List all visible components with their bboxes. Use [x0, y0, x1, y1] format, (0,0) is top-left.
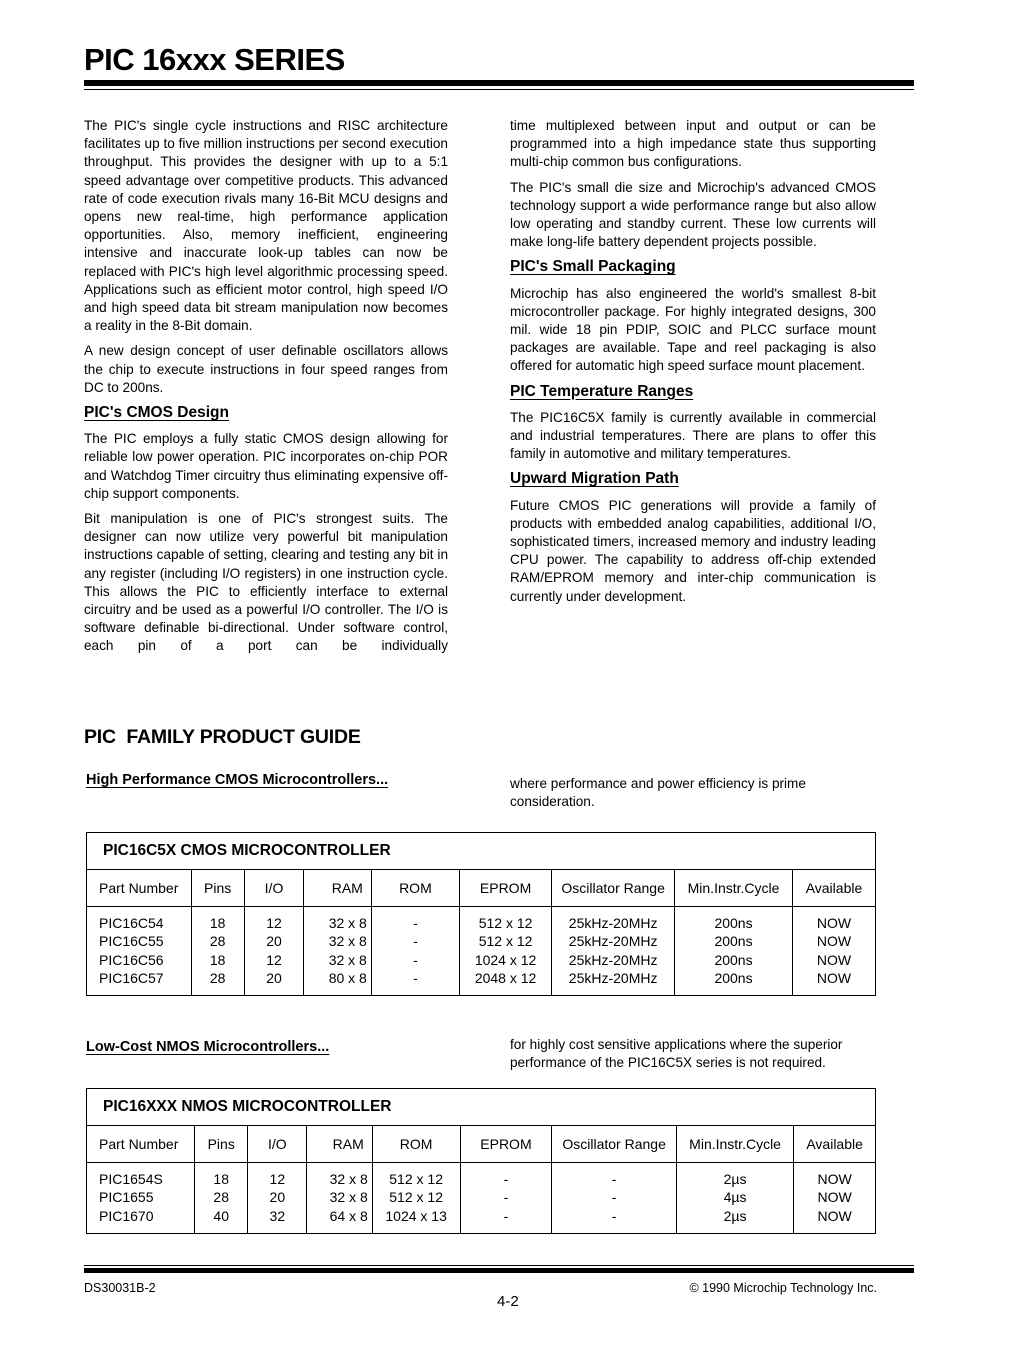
table-cell: 32 [269, 1207, 286, 1224]
table-cell: - [503, 1171, 509, 1187]
column-header: EPROM [460, 1126, 552, 1163]
column-cells [792, 907, 875, 996]
table-cell: PIC1654S [99, 1171, 163, 1187]
table-cell: 12 [269, 1171, 286, 1187]
nmos-spec-table [86, 1088, 876, 1234]
table-cell: 200ns [714, 933, 753, 950]
table-cell: 512 x 12 [478, 933, 533, 950]
column-cells [244, 907, 303, 996]
table-cell: 25kHz-20MHz [568, 933, 658, 950]
table-cell: 18 [209, 951, 226, 968]
table-cell: 200ns [714, 951, 753, 968]
table-cell: - [611, 1171, 617, 1187]
table-cell: NOW [816, 915, 852, 931]
column-cells [87, 907, 192, 996]
table-cell: PIC16C54 [99, 915, 164, 931]
table-cell: PIC16C55 [99, 933, 164, 950]
table-cell: 32 x 8 [328, 915, 367, 931]
column-cells [87, 1163, 195, 1234]
table-cell: - [503, 1189, 509, 1206]
table-cell: 12 [266, 951, 282, 968]
document-number: DS30031B-2 [84, 1281, 156, 1295]
table-cell: 32 x 8 [328, 933, 367, 950]
page-number: 4-2 [497, 1293, 519, 1310]
column-cells [195, 1163, 248, 1234]
section-heading-migration-path: Upward Migration Path [510, 470, 679, 488]
cmos-heading: High Performance CMOS Microcontrollers... [86, 772, 389, 788]
intro-paragraph: The PIC's single cycle instructions and RISC architecture facilitates up to five million instructions per second execution throughput. This provides the designer with up to a 5:1 speed advantage over competitive products. This advanced rate of code execution rivals many 16-Bit MCU designs and opens new real-time, high performance application opportunities. Also, memory inefficient, engineering intensive and inaccurate look-up tables can now be replaced with PIC's high level algorithmic processing speed. Applications such as efficient motor control, high speed I/O and high speed data bit stream manipulation now becomes a reality in the 8-Bit domain. [84, 118, 448, 334]
column-header: Pins [191, 870, 244, 907]
table-cell: 2µs [723, 1171, 747, 1187]
column-cells [372, 1163, 460, 1234]
column-header: ROM [371, 870, 459, 907]
table-cell: PIC16C56 [99, 951, 164, 968]
table-cell: NOW [816, 933, 852, 950]
header-rule-thick [84, 80, 914, 86]
table-cell: 28 [213, 1189, 229, 1206]
column-cells [191, 907, 244, 996]
cmos-table-header [87, 870, 876, 907]
table-cell: 18 [209, 915, 226, 931]
column-header: I/O [248, 1126, 307, 1163]
table-cell: 2048 x 12 [474, 969, 537, 986]
table-cell: 25kHz-20MHz [568, 969, 658, 986]
section-heading-temperature-ranges: PIC Temperature Ranges [510, 382, 694, 400]
table-cell: - [611, 1189, 617, 1206]
table-cell: - [611, 1207, 617, 1224]
table-cell: - [413, 969, 418, 986]
table-cell: 2µs [723, 1207, 747, 1224]
column-cells [552, 907, 675, 996]
column-cells [248, 1163, 307, 1234]
column-header: Oscillator Range [552, 1126, 677, 1163]
cmos-table-title: PIC16C5X CMOS MICROCONTROLLER [87, 833, 876, 870]
table-cell: 25kHz-20MHz [568, 915, 658, 931]
table-cell: PIC1670 [99, 1207, 154, 1224]
table-cell: 20 [269, 1189, 286, 1206]
cmos-spec-table [86, 832, 876, 996]
cmos-design-paragraph: The PIC employs a fully static CMOS design allowing for reliable low power operation. PIC incorporates on-chip POR and Watchdog Timer circuitry thus eliminating expensive off-chip support components. [84, 431, 448, 501]
footer-rule-thin [84, 1265, 914, 1266]
table-cell: 64 x 8 [329, 1207, 368, 1224]
table-cell: 32 x 8 [329, 1171, 368, 1187]
table-cell: PIC16C57 [99, 969, 164, 986]
column-cells [371, 907, 459, 996]
section-heading-cmos-design: PIC's CMOS Design [84, 404, 229, 422]
table-cell: NOW [817, 1189, 852, 1206]
cmos-note: where performance and power efficiency is prime consideration. [510, 776, 806, 809]
column-header: EPROM [459, 870, 551, 907]
column-cells [552, 1163, 677, 1234]
table-cell: 25kHz-20MHz [568, 951, 658, 968]
table-cell: PIC1655 [99, 1189, 154, 1206]
intro-left-column [84, 117, 448, 663]
table-cell: NOW [816, 969, 852, 986]
table-cell: - [413, 951, 418, 968]
column-header: Oscillator Range [552, 870, 675, 907]
table-cell: - [413, 915, 418, 931]
column-cells [676, 1163, 793, 1234]
table-cell: 512 x 12 [478, 915, 533, 931]
temperature-ranges-paragraph: The PIC16C5X family is currently available in commercial and industrial temperatures. There are plans to offer this family in automotive and military temperatures. [510, 409, 876, 462]
column-cells [675, 907, 793, 996]
column-cells [459, 907, 551, 996]
section-heading-small-packaging: PIC's Small Packaging [510, 258, 676, 276]
table-cell: 20 [266, 933, 282, 950]
table-cell: 1024 x 12 [474, 951, 537, 968]
column-header: I/O [244, 870, 303, 907]
column-header: Part Number [87, 1126, 195, 1163]
table-cell: 12 [266, 915, 282, 931]
table-cell: 80 x 8 [328, 969, 367, 986]
nmos-table-title: PIC16XXX NMOS MICROCONTROLLER [87, 1089, 876, 1126]
footer-rule-thick [84, 1268, 914, 1273]
small-packaging-paragraph: Microchip has also engineered the world's smallest 8-bit microcontroller package. For highly integrated designs, 300 mil. wide 18 pin PDIP, SOIC and PLCC surface mount packages are available. Tape and reel packaging is also offered for automatic high speed surface mount placement. [510, 285, 876, 374]
product-guide-title: PIC FAMILY PRODUCT GUIDE [84, 726, 361, 748]
table-cell: 28 [209, 933, 226, 950]
table-cell: 18 [213, 1171, 229, 1187]
column-cells [794, 1163, 876, 1234]
intro-paragraph: A new design concept of user definable oscillators allows the chip to execute instructions in four speed ranges from DC to 200ns. [84, 343, 448, 395]
column-header: Available [792, 870, 875, 907]
header-rule-thin [84, 89, 914, 90]
table-cell: NOW [817, 1171, 852, 1187]
column-cells [304, 907, 372, 996]
table-cell: 32 x 8 [328, 951, 367, 968]
table-cell: 200ns [714, 969, 753, 986]
migration-path-paragraph: Future CMOS PIC generations will provide a family of products with embedded analog capabilities, additional I/O, sophisticated timers, increased memory and industry leading CPU power. The capability to address off-chip extended RAM/EPROM memory and inter-chip communication is currently under development. [510, 497, 876, 604]
cmos-design-paragraph: Bit manipulation is one of PIC's strongest suits. The designer can now utilize very powerful bit manipulation instructions capable of setting, clearing and testing any bit in any register (including I/O registers) in one instruction cycle. This allows the PIC to efficiently interface to external circuitry and be used as a powerful I/O controller. The I/O is software definable bi-directional. Under software control, each pin of a port can be individually [84, 511, 448, 654]
nmos-note: for highly cost sensitive applications where the superior performance of the PIC16C5X series is not required. [510, 1037, 843, 1070]
table-cell: 200ns [714, 915, 753, 931]
column-cells [307, 1163, 372, 1234]
page-title: PIC 16xxx SERIES [84, 42, 345, 77]
nmos-table-body [87, 1163, 876, 1234]
table-cell: 4µs [723, 1189, 747, 1206]
table-cell: 40 [213, 1207, 229, 1224]
column-cells [460, 1163, 552, 1234]
column-header: Part Number [87, 870, 192, 907]
table-cell: NOW [817, 1207, 852, 1224]
table-cell: 1024 x 13 [385, 1207, 447, 1224]
table-cell: 32 x 8 [329, 1189, 368, 1206]
intro-right-column [510, 117, 876, 613]
intro-paragraph: The PIC's small die size and Microchip's advanced CMOS technology support a wide performance range but also allow low operating and standby current. These low currents will make long-life battery dependent projects possible. [510, 179, 876, 250]
table-cell: 20 [266, 969, 282, 986]
column-header: Available [794, 1126, 876, 1163]
table-cell: - [413, 933, 418, 950]
table-cell: 512 x 12 [389, 1171, 443, 1187]
intro-paragraph: time multiplexed between input and output or can be programmed into a high impedance state thus supporting multi-chip common bus configurations. [510, 118, 876, 170]
column-header: ROM [372, 1126, 460, 1163]
cmos-table-body [87, 907, 876, 996]
table-cell: - [503, 1207, 509, 1224]
table-cell: 28 [209, 969, 226, 986]
nmos-table-header [87, 1126, 876, 1163]
copyright: © 1990 Microchip Technology Inc. [689, 1281, 877, 1295]
table-cell: NOW [816, 951, 852, 968]
column-header: Min.Instr.Cycle [676, 1126, 793, 1163]
column-header: RAM [307, 1126, 372, 1163]
table-cell: 512 x 12 [389, 1189, 443, 1206]
nmos-heading: Low-Cost NMOS Microcontrollers... [86, 1039, 330, 1055]
column-header: RAM [304, 870, 372, 907]
column-header: Pins [195, 1126, 248, 1163]
column-header: Min.Instr.Cycle [675, 870, 793, 907]
